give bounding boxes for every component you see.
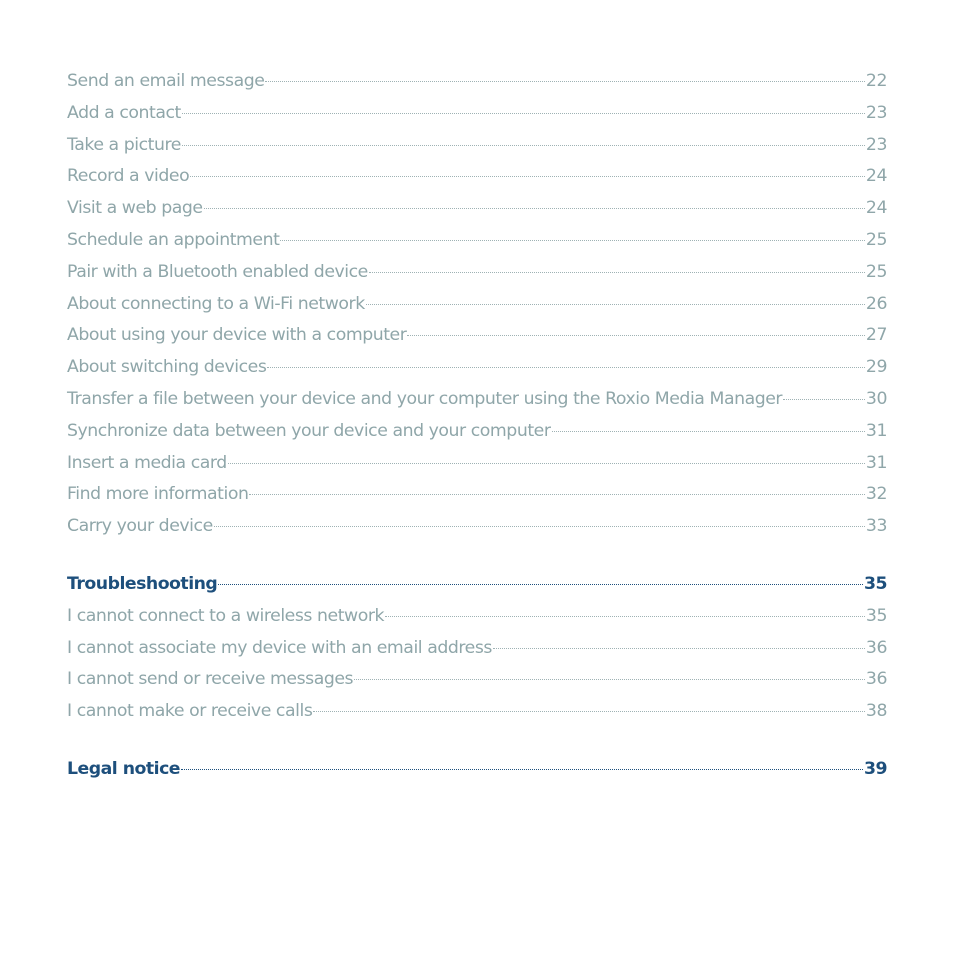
toc-entry-add-contact[interactable]: [67, 98, 887, 130]
dot-leader: [313, 711, 865, 712]
dot-leader: [385, 616, 865, 617]
dot-leader: [249, 494, 864, 495]
toc-entry-title: Transfer a file between your device and your computer using the Roxio Media Manager: [67, 388, 783, 409]
toc-entry-page: 30: [865, 388, 887, 409]
toc-entry-title: Add a contact: [67, 102, 181, 123]
toc-entry-wifi[interactable]: [67, 289, 887, 321]
toc-entry-page: 33: [865, 516, 887, 537]
toc-entry-visit-web-page[interactable]: [67, 193, 887, 225]
toc-entry-title: I cannot make or receive calls: [67, 701, 313, 722]
toc-entry-page: 36: [865, 637, 887, 658]
toc-entry-page: 31: [865, 420, 887, 441]
section-spacer: [67, 728, 887, 754]
toc-entry-device-with-computer[interactable]: [67, 320, 887, 352]
toc-entry-find-more-info[interactable]: [67, 479, 887, 511]
toc-entry-title: Insert a media card: [67, 452, 227, 473]
toc-entry-title: I cannot send or receive messages: [67, 669, 354, 690]
toc-heading-page: 35: [863, 573, 887, 594]
dot-leader: [280, 240, 864, 241]
toc-entry-page: 25: [865, 261, 887, 282]
toc-entry-cannot-make-calls[interactable]: [67, 696, 887, 728]
dot-leader: [228, 463, 865, 464]
toc-entry-cannot-send-messages[interactable]: [67, 664, 887, 696]
toc-heading-title: Troubleshooting: [67, 573, 218, 594]
dot-leader: [354, 679, 865, 680]
dot-leader: [369, 272, 865, 273]
dot-leader: [783, 399, 865, 400]
toc-entry-synchronize-data[interactable]: [67, 416, 887, 448]
toc-entry-title: Synchronize data between your device and your computer: [67, 420, 551, 441]
toc-entry-cannot-connect-wireless[interactable]: [67, 601, 887, 633]
toc-entry-pair-bluetooth[interactable]: [67, 257, 887, 289]
toc-heading-page: 39: [863, 758, 887, 779]
toc-entry-title: I cannot connect to a wireless network: [67, 605, 385, 626]
table-of-contents: [67, 66, 887, 786]
toc-entry-page: 23: [865, 102, 887, 123]
toc-entry-record-video[interactable]: [67, 161, 887, 193]
toc-heading-title: Legal notice: [67, 758, 181, 779]
toc-entry-title: About using your device with a computer: [67, 325, 407, 346]
dot-leader: [182, 145, 865, 146]
dot-leader: [267, 367, 865, 368]
toc-entry-send-email[interactable]: [67, 66, 887, 98]
toc-entry-title: About switching devices: [67, 357, 267, 378]
toc-heading-troubleshooting[interactable]: [67, 569, 887, 601]
dot-leader: [181, 769, 863, 770]
toc-entry-page: 29: [865, 357, 887, 378]
toc-entry-schedule-appointment[interactable]: [67, 225, 887, 257]
toc-entry-page: 25: [865, 229, 887, 250]
dot-leader: [366, 304, 865, 305]
dot-leader: [265, 81, 864, 82]
toc-entry-page: 24: [865, 166, 887, 187]
toc-entry-page: 27: [865, 325, 887, 346]
toc-entry-transfer-file[interactable]: [67, 384, 887, 416]
toc-entry-title: About connecting to a Wi-Fi network: [67, 293, 365, 314]
toc-entry-page: 26: [865, 293, 887, 314]
dot-leader: [493, 648, 865, 649]
toc-entry-title: Record a video: [67, 166, 190, 187]
toc-entry-carry-device[interactable]: [67, 511, 887, 543]
toc-entry-switching-devices[interactable]: [67, 352, 887, 384]
toc-entry-title: Visit a web page: [67, 198, 203, 219]
dot-leader: [407, 335, 865, 336]
dot-leader: [214, 526, 865, 527]
toc-entry-page: 31: [865, 452, 887, 473]
toc-entry-title: Find more information: [67, 484, 249, 505]
toc-entry-page: 32: [865, 484, 887, 505]
toc-entry-title: I cannot associate my device with an email address: [67, 637, 492, 658]
toc-entry-page: 36: [865, 669, 887, 690]
toc-entry-page: 22: [865, 71, 887, 91]
section-spacer: [67, 543, 887, 569]
toc-entry-page: 35: [865, 605, 887, 626]
toc-heading-legal-notice[interactable]: [67, 754, 887, 786]
dot-leader: [204, 208, 865, 209]
dot-leader: [182, 113, 865, 114]
toc-entry-page: 23: [865, 134, 887, 155]
toc-entry-title: Pair with a Bluetooth enabled device: [67, 261, 368, 282]
dot-leader: [190, 176, 865, 177]
toc-entry-take-picture[interactable]: [67, 130, 887, 162]
toc-entry-cannot-associate-email[interactable]: [67, 633, 887, 665]
toc-entry-title: Send an email message: [67, 71, 265, 91]
toc-entry-title: Carry your device: [67, 516, 213, 537]
toc-entry-page: 38: [865, 701, 887, 722]
dot-leader: [552, 431, 865, 432]
toc-entry-page: 24: [865, 198, 887, 219]
toc-entry-title: Schedule an appointment: [67, 229, 280, 250]
dot-leader: [218, 584, 863, 585]
toc-entry-title: Take a picture: [67, 134, 181, 155]
toc-entry-insert-media-card[interactable]: [67, 448, 887, 480]
